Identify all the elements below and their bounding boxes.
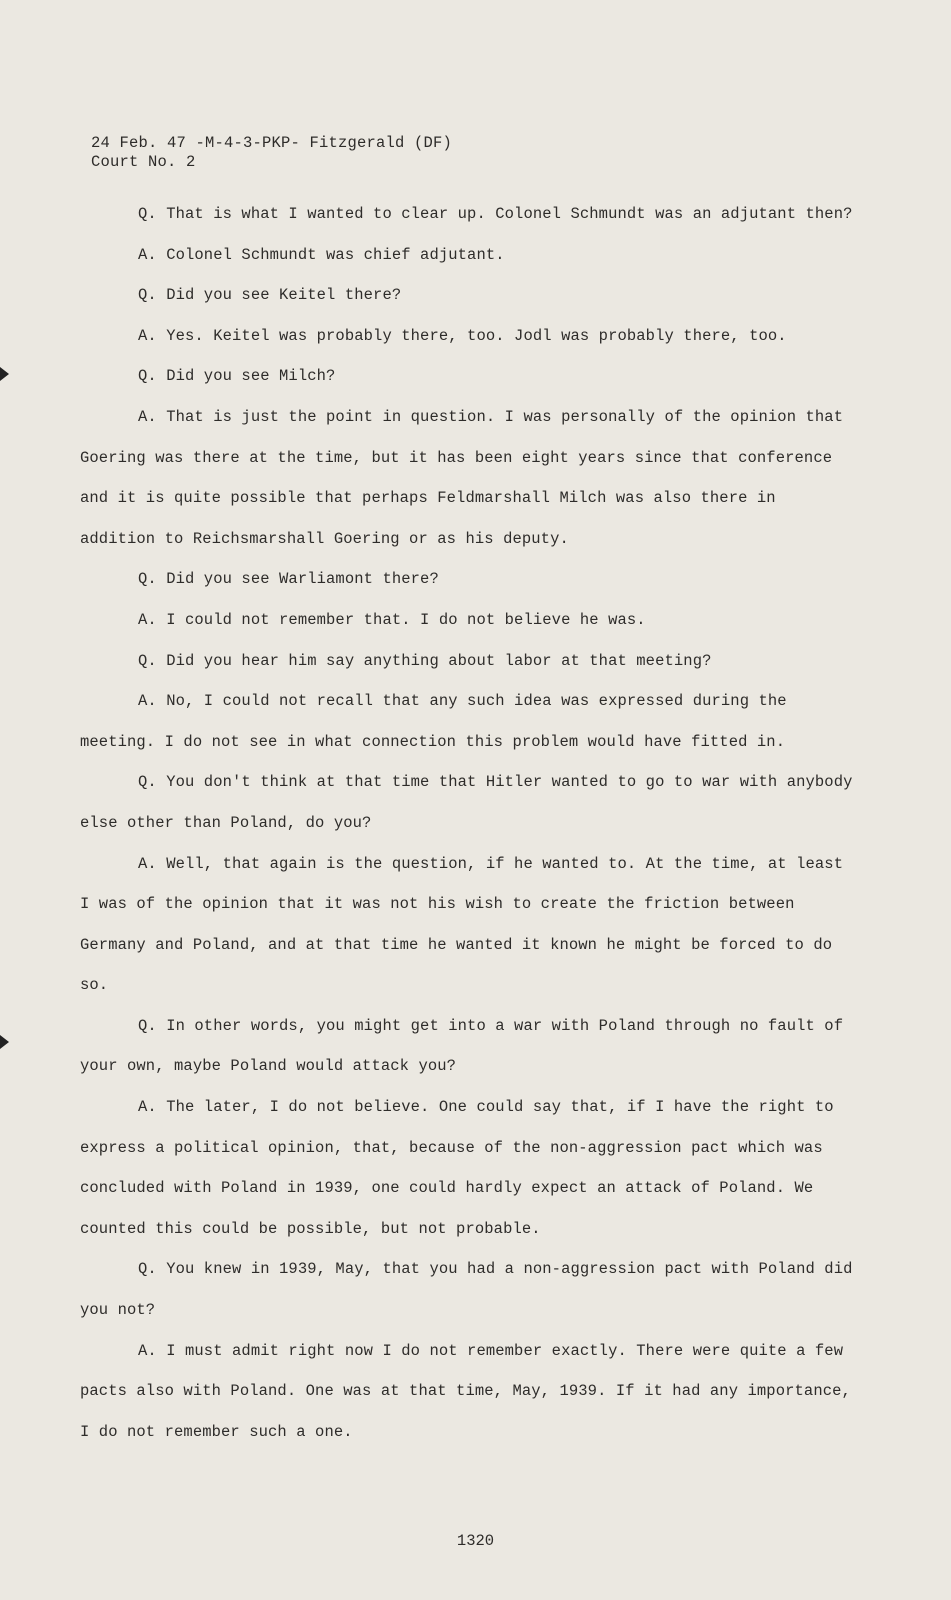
transcript-paragraph: Q. Did you see Warliamont there?: [138, 570, 439, 589]
transcript-paragraph: A. Colonel Schmundt was chief adjutant.: [138, 245, 505, 264]
transcript-paragraph: Q. Did you see Keitel there?: [138, 286, 402, 305]
document-header: [91, 134, 452, 172]
binding-mark: [0, 367, 9, 381]
transcript-paragraph: A. I must admit right now I do not remember exactly. There were quite a few pacts also with Poland. One was at that time, May, 1939. If it had any importance, I do not remember such a one.: [80, 1341, 851, 1441]
header-court-line: Court No. 2: [91, 153, 196, 171]
transcript-paragraph: A. The later, I do not believe. One could say that, if I have the right to express a political opinion, that, because of the non-aggression pact which was concluded with Poland in 1939, one could hardly expect an attack of Poland. We counted this could be possible, but not probable.: [80, 1098, 834, 1238]
transcript-paragraph: Q. In other words, you might get into a war with Poland through no fault of your own, maybe Poland would attack you?: [80, 1016, 844, 1076]
transcript-paragraph: Q. You knew in 1939, May, that you had a non-aggression pact with Poland did you not?: [80, 1260, 853, 1320]
transcript-paragraph: Q. Did you hear him say anything about labor at that meeting?: [138, 651, 712, 670]
page-number: 1320: [456, 1532, 495, 1550]
transcript-body: [80, 194, 860, 1452]
transcript-paragraph: A. That is just the point in question. I was personally of the opinion that Goering was there at the time, but it has been eight years since that conference and it is quite possible that perhaps Feldmarshall Milch was also there in addition to Reichsmarshall Goering or as his deputy.: [80, 407, 844, 548]
transcript-paragraph: Q. Did you see Milch?: [138, 367, 336, 386]
transcript-paragraph: A. Well, that again is the question, if he wanted to. At the time, at least I was of the opinion that it was not his wish to create the friction between Germany and Poland, and at that time he wanted it known he might be forced to do so.: [80, 854, 844, 995]
transcript-paragraph: A. No, I could not recall that any such idea was expressed during the meeting. I do not see in what connection this problem would have fitted in.: [80, 692, 787, 751]
transcript-paragraph: Q. You don't think at that time that Hitler wanted to go to war with anybody else other than Poland, do you?: [80, 773, 853, 832]
header-date-line: 24 Feb. 47 -M-4-3-PKP- Fitzgerald (DF): [91, 134, 453, 152]
transcript-paragraph: A. I could not remember that. I do not believe he was.: [138, 610, 646, 629]
transcript-paragraph: Q. That is what I wanted to clear up. Colonel Schmundt was an adjutant then?: [138, 205, 853, 223]
transcript-paragraph: A. Yes. Keitel was probably there, too. Jodl was probably there, too.: [138, 326, 787, 345]
binding-mark: [0, 1035, 9, 1049]
